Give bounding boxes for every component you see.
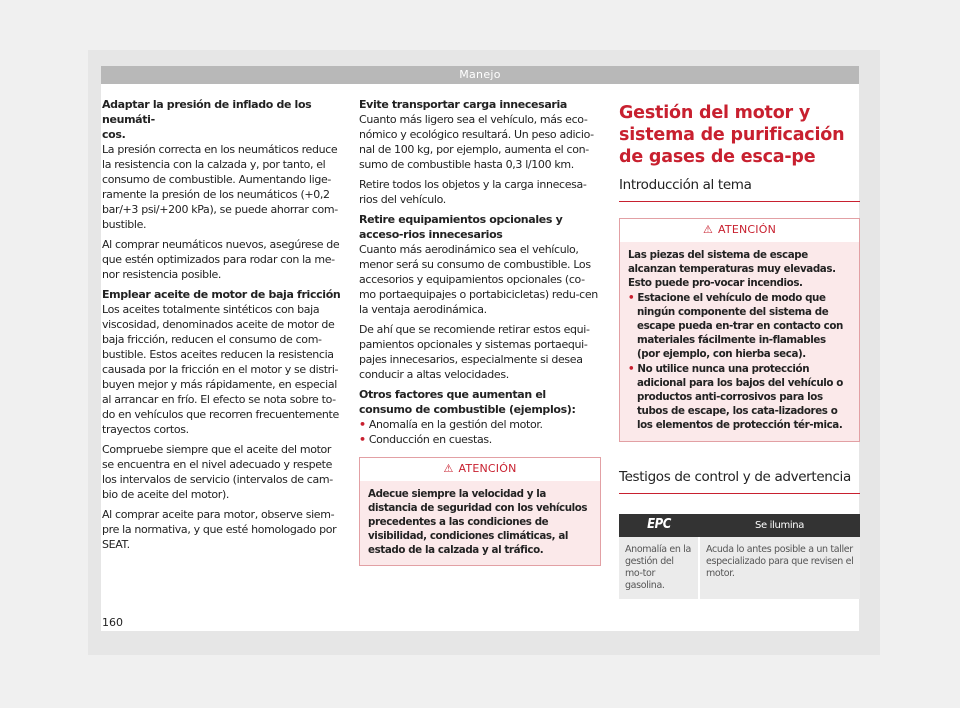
epc-icon: EPC — [619, 514, 699, 537]
section-header: Manejo — [101, 66, 859, 84]
heading-unnecessary-load: Evite transportar carga innecesaria — [359, 98, 567, 111]
bullet-icon: • — [359, 433, 366, 446]
subsection-title: Introducción al tema — [619, 176, 860, 202]
warning-box — [359, 457, 601, 566]
heading-other-factors: Otros factores que aumentan el consumo de combustible (ejemplos): — [359, 388, 576, 416]
table-header-row — [619, 514, 860, 537]
table-cell: Acuda lo antes posible a un taller especializado para que revisen el motor. — [699, 537, 860, 599]
warning-triangle-icon: ⚠ — [443, 462, 454, 475]
warning-text: Adecue siempre la velocidad y la distancia de seguridad con los vehículos precedentes a las condiciones de visibilidad, condiciones climáticas, al estado de la calzada y al tráfico. — [368, 488, 588, 556]
paragraph: Al comprar neumáticos nuevos, asegúrese de que estén optimizados para rodar con la me-nor resistencia posible. — [102, 238, 340, 281]
column-1 — [102, 97, 342, 557]
warning-text: Las piezas del sistema de escape alcanzan temperaturas muy elevadas. Esto puede pro-vocar incendios. • Estacione el vehículo de modo que ningún componente del sistema de escape pueda en-trar en contacto con materiales fácilmente in-flamables (por ejemplo, con hierba seca). • No utilice nunca una protección adicional para los bajos del vehículo o productos anti-corrosivos para los tubos de escape, los cata-lizadores o los elementos de protección tér-mica. — [620, 242, 859, 441]
heading-low-friction-oil: Emplear aceite de motor de baja fricción — [102, 288, 341, 301]
paragraph: De ahí que se recomiende retirar estos equi-pamientos opcionales y sistemas portaequi-pajes innecesarios, especialmente si desea conducir a altas velocidades. — [359, 323, 590, 381]
bullet-icon: • — [628, 292, 635, 304]
paragraph: Al comprar aceite para motor, observe siem-pre la normativa, y que esté homologado por SEAT. — [102, 508, 337, 551]
table-row — [619, 537, 860, 599]
paragraph: La presión correcta en los neumáticos reduce la resistencia con la calzada y, por tanto, el consumo de combustible. Aumentando lige-ramente la presión de los neumáticos (+0,2 bar/+3 psi/+200 kPa), se puede ahorrar com-bustible. — [102, 143, 338, 231]
bullet-icon: • — [628, 363, 635, 375]
section-title: Gestión del motor y sistema de purificación de gases de esca-pe — [619, 103, 845, 167]
heading-remove-accessories: Retire equipamientos opcionales y acceso-rios innecesarios — [359, 213, 563, 241]
list-item: • No utilice nunca una protección adicional para los bajos del vehículo o productos anti-corrosivos para los tubos de escape, los cata-lizadores o los elementos de protección tér-mica. — [628, 363, 843, 431]
heading-tire-pressure: Adaptar la presión de inflado de los neumáti- cos. — [102, 98, 312, 141]
warning-triangle-icon: ⚠ — [702, 223, 714, 236]
table-cell: Anomalía en la gestión del mo-tor gasolina. — [619, 537, 699, 599]
column-2 — [359, 97, 601, 566]
page-number: 160 — [102, 616, 123, 629]
subsection-title-warnings: Testigos de control y de advertencia — [619, 468, 860, 494]
paragraph: Cuanto más aerodinámico sea el vehículo, menor será su consumo de combustible. Los accesorios y equipamientos opcionales (co-mo portaequipajes o portabicicletas) redu-cen la ventaja aerodinámica. — [359, 243, 598, 316]
paragraph: Compruebe siempre que el aceite del motor se encuentra en el nivel adecuado y respete los intervalos de servicio (intervalos de cam-bio de aceite del motor). — [102, 443, 333, 501]
warning-box — [619, 218, 860, 442]
list-item: • Estacione el vehículo de modo que ningún componente del sistema de escape pueda en-trar en contacto con materiales fácilmente in-flamables (por ejemplo, con hierba seca). — [628, 292, 843, 360]
column-3 — [619, 99, 860, 599]
warning-lights-table — [619, 514, 860, 599]
bullet-icon: • — [359, 418, 366, 431]
column-header: Se ilumina — [699, 514, 860, 537]
warning-header: ⚠ ATENCIÓN — [620, 219, 859, 242]
list-item: • Conducción en cuestas. — [359, 433, 492, 446]
warning-header: ⚠ ATENCIÓN — [360, 458, 600, 481]
paragraph: Retire todos los objetos y la carga innecesa-rios del vehículo. — [359, 178, 587, 206]
paragraph: Los aceites totalmente sintéticos con baja viscosidad, denominados aceite de motor de baja fricción, reducen el consumo de com-bustible. Estos aceites reducen la resistencia causada por la fricción en el motor y se distri-buyen mejor y más rápidamente, en especial al arrancar en frío. El efecto se nota sobre to-do en vehículos que recorren frecuentemente trayectos cortos. — [102, 303, 339, 436]
paragraph: Cuanto más ligero sea el vehículo, más eco-nómico y ecológico resultará. Un peso adicio-nal de 100 kg, por ejemplo, aumenta el con-sumo de combustible hasta 0,3 l/100 km. — [359, 113, 594, 171]
list-item: • Anomalía en la gestión del motor. — [359, 418, 543, 431]
